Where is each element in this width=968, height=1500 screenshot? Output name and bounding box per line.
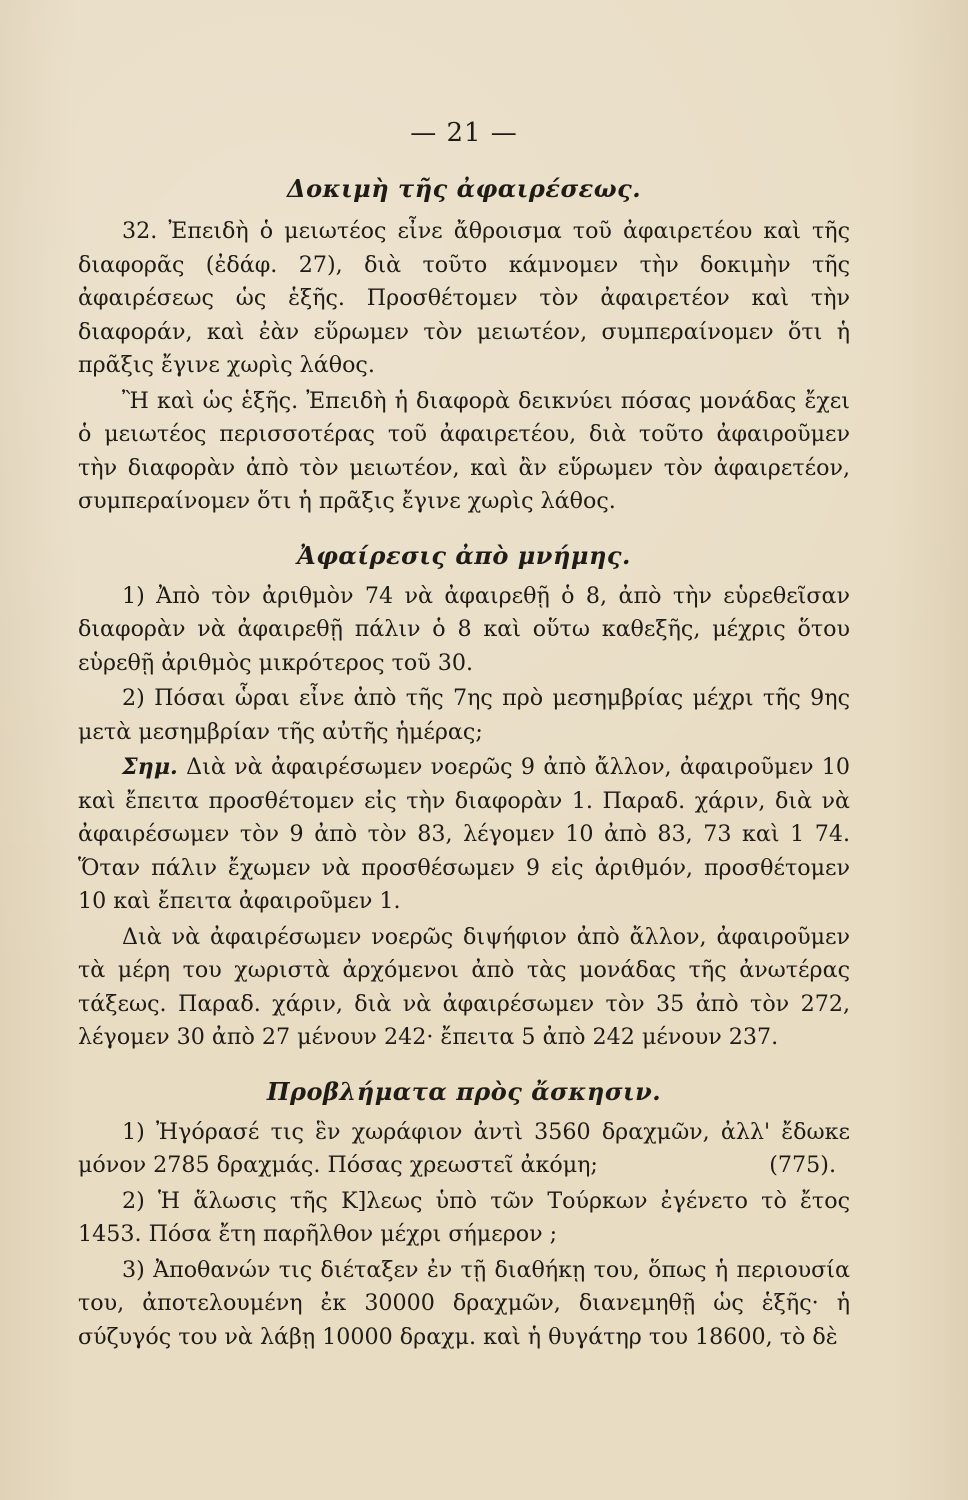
note-label: Σημ. bbox=[122, 754, 178, 780]
heading-mental-subtraction: Ἀφαίρεσις ἀπὸ μνήμης. bbox=[297, 540, 631, 570]
mental-exercise-2: 2) Πόσαι ὧραι εἶνε ἀπὸ τῆς 7ης πρὸ μεσημβρίας μέχρι τῆς 9ης μετὰ μεσημβρίαν τῆς αὐτῆς ἡμέρας; bbox=[78, 685, 850, 745]
problem-3: 3) Ἀποθανών τις διέταξεν ἐν τῇ διαθήκῃ του, ὅπως ἡ περιουσία του, ἀποτελουμένη ἐκ 30000 δραχμῶν, διανεμηθῇ ὡς ἑξῆς· ἡ σύζυγός του νὰ λάβῃ 10000 δραχμ. καὶ ἡ θυγάτηρ του 18600, τὸ δὲ bbox=[78, 1256, 850, 1350]
problem-1-text: 1) Ἠγόρασέ τις ἓν χωράφιον ἀντὶ 3560 δραχμῶν, ἀλλ' ἔδωκε μόνον 2785 δραχμάς. Πόσας χρεωστεῖ ἀκόμη; bbox=[78, 1118, 850, 1178]
heading-proof-of-subtraction: Δοκιμὴ τῆς ἀφαιρέσεως. bbox=[286, 174, 642, 203]
paragraph-32: 32. Ἐπειδὴ ὁ μειωτέος εἶνε ἄθροισμα τοῦ ἀφαιρετέου καὶ τῆς διαφορᾶς (ἐδάφ. 27), διὰ τοῦτο κάμνομεν τὴν δοκιμὴν τῆς ἀφαιρέσεως ὡς ἑξῆς. Προσθέτομεν τὸν ἀφαιρετέον καὶ τὴν διαφοράν, καὶ ἐὰν εὕρωμεν τὸν μειωτέον, συμπεραίνομεν ὅτι ἡ πρᾶξις ἔγινε χωρὶς λάθος. bbox=[78, 218, 850, 378]
note-paragraph bbox=[78, 751, 850, 919]
problem-1 bbox=[78, 1116, 850, 1183]
heading-practice-problems: Προβλήματα πρὸς ἄσκησιν. bbox=[266, 1076, 662, 1106]
problem-2: 2) Ἡ ἅλωσις τῆς Κ]λεως ὑπὸ τῶν Τούρκων ἐγένετο τὸ ἔτος 1453. Πόσα ἔτη παρῆλθον μέχρι σήμερον ; bbox=[78, 1187, 850, 1247]
page-number: — 21 — bbox=[410, 118, 518, 148]
note-text: Διὰ νὰ ἀφαιρέσωμεν νοερῶς 9 ἀπὸ ἄλλον, ἀφαιροῦμεν 10 καὶ ἔπειτα προσθέτομεν εἰς τὴν διαφορὰν 1. Παραδ. χάριν, διὰ νὰ ἀφαιρέσωμεν τὸν 9 ἀπὸ τὸν 83, λέγομεν 10 ἀπὸ 83, 73 καὶ 1 74. Ὅταν πάλιν ἔχωμεν νὰ προσθέσωμεν 9 εἰς ἀριθμόν, προσθέτομεν 10 καὶ ἔπειτα ἀφαιροῦμεν 1. bbox=[78, 754, 850, 914]
two-digit-subtraction-paragraph: Διὰ νὰ ἀφαιρέσωμεν νοερῶς διψήφιον ἀπὸ ἄλλον, ἀφαιροῦμεν τὰ μέρη του χωριστὰ ἀρχόμενοι ἀπὸ τὰς μονάδας τῆς ἀνωτέρας τάξεως. Παραδ. χάριν, διὰ νὰ ἀφαιρέσωμεν τὸν 35 ἀπὸ τὸν 272, λέγομεν 30 ἀπὸ 27 μένουν 242· ἔπειτα 5 ἀπὸ 242 μένουν 237. bbox=[78, 923, 850, 1050]
paragraph-alternative-proof: Ἢ καὶ ὡς ἑξῆς. Ἐπειδὴ ἡ διαφορὰ δεικνύει πόσας μονάδας ἔχει ὁ μειωτέος περισσοτέρας τοῦ ἀφαιρετέου, διὰ τοῦτο ἀφαιροῦμεν τὴν διαφορὰν ἀπὸ τὸν μειωτέον, καὶ ἂν εὕρωμεν τὸν ἀφαιρετέον, συμπεραίνομεν ὅτι ἡ πρᾶξις ἔγινε χωρὶς λάθος. bbox=[78, 387, 850, 514]
problem-1-answer: (775). bbox=[769, 1152, 836, 1178]
mental-exercise-1: 1) Ἀπὸ τὸν ἀριθμὸν 74 νὰ ἀφαιρεθῇ ὁ 8, ἀπὸ τὴν εὑρεθεῖσαν διαφορὰν νὰ ἀφαιρεθῇ πάλιν ὁ 8 καὶ οὕτω καθεξῆς, μέχρις ὅτου εὑρεθῇ ἀριθμὸς μικρότερος τοῦ 30. bbox=[78, 582, 850, 676]
